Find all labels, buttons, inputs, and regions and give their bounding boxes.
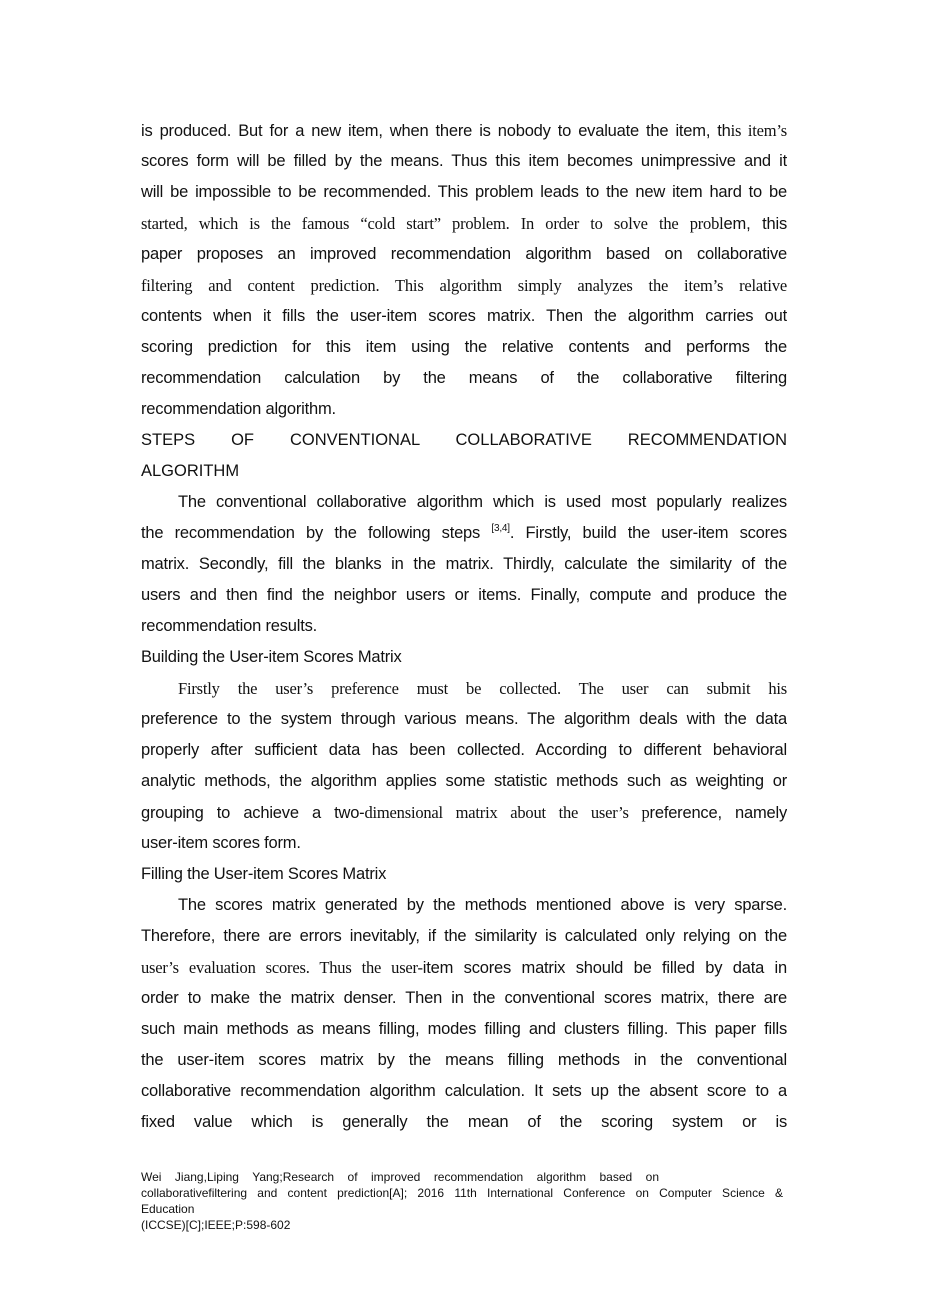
- text-line: will be impossible to be recommended. This problem leads to the new item hard to be: [141, 183, 787, 201]
- text-line: matrix. Secondly, fill the blanks in the matrix. Thirdly, calculate the similarity of the: [141, 555, 787, 573]
- text-line: grouping to achieve a two-dimensional matrix about the user’s preference, namely: [141, 803, 787, 822]
- text-line: order to make the matrix denser. Then in the conventional scores matrix, there are: [141, 989, 787, 1007]
- text-line: collaborative recommendation algorithm calculation. It sets up the absent score to a: [141, 1082, 787, 1100]
- text-line: recommendation algorithm.: [141, 400, 336, 418]
- text-line: analytic methods, the algorithm applies some statistic methods such as weighting or: [141, 772, 787, 790]
- text-line: preference to the system through various means. The algorithm deals with the data: [141, 710, 787, 728]
- citation: [3,4]: [491, 523, 510, 534]
- text-line: user’s evaluation scores. Thus the user-item scores matrix should be filled by data in: [141, 958, 787, 977]
- text-line: recommendation calculation by the means of the collaborative filtering: [141, 369, 787, 387]
- document-body: [141, 115, 787, 1138]
- text-line: Firstly the user’s preference must be collected. The user can submit his: [178, 679, 787, 698]
- paragraph-filling-matrix: [141, 890, 787, 1138]
- text-line: Therefore, there are errors inevitably, if the similarity is calculated only relying on the: [141, 927, 787, 945]
- subheading-filling-matrix: Filling the User-item Scores Matrix: [141, 865, 387, 883]
- paragraph-cold-start: [141, 115, 787, 425]
- text-line: filtering and content prediction. This algorithm simply analyzes the item’s relative: [141, 276, 787, 295]
- text-line: started, which is the famous “cold start” problem. In order to solve the problem, this: [141, 214, 787, 233]
- text-line: properly after sufficient data has been collected. According to different behavioral: [141, 741, 787, 759]
- text-line: the recommendation by the following steps [3,4]. Firstly, build the user-item scores: [141, 523, 787, 542]
- footnote-line: collaborativefiltering and content prediction[A]; 2016 11th International Conference on Computer Science &: [141, 1186, 783, 1200]
- text-line: paper proposes an improved recommendation algorithm based on collaborative: [141, 245, 787, 263]
- text-line: the user-item scores matrix by the means filling methods in the conventional: [141, 1051, 787, 1069]
- text-line: The scores matrix generated by the methods mentioned above is very sparse.: [178, 896, 787, 914]
- section-heading: [141, 425, 787, 487]
- footnote-line: Education: [141, 1202, 195, 1216]
- section-heading-line: ALGORITHM: [141, 462, 240, 480]
- text-line: user-item scores form.: [141, 834, 301, 852]
- text-line: The conventional collaborative algorithm which is used most popularly realizes: [178, 493, 787, 511]
- text-line: contents when it fills the user-item scores matrix. Then the algorithm carries out: [141, 307, 787, 325]
- text-line: scoring prediction for this item using the relative contents and performs the: [141, 338, 787, 356]
- footnote-line: Wei Jiang,Liping Yang;Research of improved recommendation algorithm based on: [141, 1170, 659, 1184]
- section-heading-line: STEPS OF CONVENTIONAL COLLABORATIVE RECOMMENDATION: [141, 431, 787, 449]
- text-line: fixed value which is generally the mean of the scoring system or is: [141, 1113, 787, 1131]
- text-line: is produced. But for a new item, when there is nobody to evaluate the item, this item’s: [141, 121, 787, 140]
- text-line: recommendation results.: [141, 617, 318, 635]
- text-line: users and then find the neighbor users or items. Finally, compute and produce the: [141, 586, 787, 604]
- paragraph-building-matrix: [141, 673, 787, 859]
- footnote-citation: [141, 1169, 791, 1233]
- paragraph-conventional-steps: [141, 487, 787, 642]
- text-line: scores form will be filled by the means. Thus this item becomes unimpressive and it: [141, 152, 787, 170]
- text-line: such main methods as means filling, modes filling and clusters filling. This paper fills: [141, 1020, 787, 1038]
- footnote-line: (ICCSE)[C];IEEE;P:598-602: [141, 1218, 291, 1232]
- subheading-building-matrix: Building the User-item Scores Matrix: [141, 648, 402, 666]
